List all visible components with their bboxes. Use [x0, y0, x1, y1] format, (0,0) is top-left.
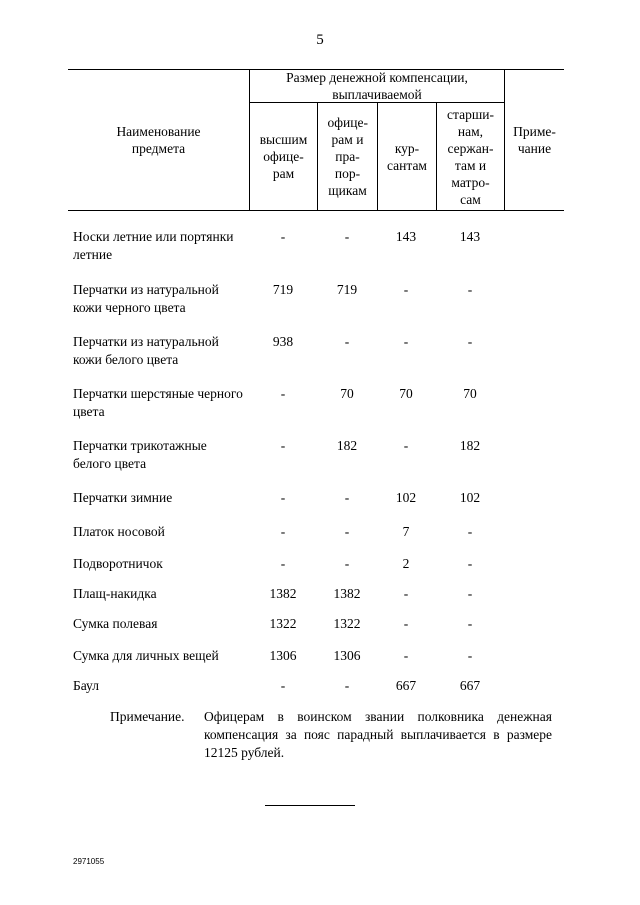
header-senior-officers: высшим офице-рам — [259, 132, 308, 181]
table-cell: - — [467, 648, 473, 663]
table-row-name: Сумка полевая — [73, 616, 158, 631]
table-cell: 667 — [395, 678, 417, 693]
table-cell: - — [280, 524, 286, 539]
table-row-name: Перчатки зимние — [73, 490, 173, 505]
table-cell: - — [344, 678, 350, 693]
table-cell: - — [344, 556, 350, 571]
table-cell: 182 — [336, 438, 358, 453]
table-cell: - — [280, 556, 286, 571]
table-cell: - — [403, 586, 409, 601]
table-cell: 719 — [272, 282, 294, 297]
table-cell: 70 — [399, 386, 413, 401]
table-row-name: Плащ-накидка — [73, 586, 157, 601]
table-cell: 1382 — [333, 586, 361, 601]
header-group-text: Размер денежной компенсации, выплачиваемой — [286, 70, 468, 102]
table-row-name: Носки летние или портянки летние — [73, 229, 234, 262]
header-officers-warrant: офице-рам и пра-пор-щикам — [327, 115, 368, 198]
table-cell: 70 — [340, 386, 354, 401]
table-cell: - — [280, 438, 286, 453]
document-code: 2971055 — [73, 857, 105, 866]
table-row-name: Перчатки из натуральной кожи белого цвета — [73, 334, 219, 367]
table-cell: - — [403, 616, 409, 631]
table-row-name: Платок носовой — [73, 524, 165, 539]
table-cell: 1322 — [269, 616, 297, 631]
table-cell: 182 — [459, 438, 481, 453]
table-cell: - — [280, 386, 286, 401]
header-cadets: кур-сантам — [387, 140, 427, 173]
header-item-name-text: Наименование предмета — [116, 124, 201, 156]
table-row-name: Сумка для личных вещей — [73, 648, 219, 663]
table-cell: 938 — [272, 334, 294, 349]
table-cell: - — [344, 490, 350, 505]
table-cell: - — [467, 556, 473, 571]
header-sergeants-sailors: старши-нам, сержан-там и матро-сам — [447, 106, 494, 207]
table-row-name: Перчатки из натуральной кожи черного цвета — [73, 282, 219, 315]
table-cell: 70 — [463, 386, 477, 401]
table-cell: - — [403, 648, 409, 663]
footnote-text: Офицерам в воинском звании полковника денежная компенсация за пояс парадный выплачивается в размере 12125 рублей. — [204, 709, 552, 760]
table-cell: - — [403, 438, 409, 453]
table-cell: 1306 — [333, 648, 361, 663]
bottom-separator — [265, 805, 355, 806]
table-cell: 102 — [395, 490, 417, 505]
footnote-label: Примечание. — [110, 709, 185, 724]
table-cell: 143 — [459, 229, 481, 244]
table-cell: - — [467, 524, 473, 539]
page-number: 5 — [316, 32, 324, 48]
table-cell: - — [467, 282, 473, 297]
table-cell: 7 — [402, 524, 410, 539]
table-row-name: Перчатки трикотажные белого цвета — [73, 438, 207, 471]
table-cell: 2 — [402, 556, 410, 571]
table-cell: - — [280, 229, 286, 244]
table-header-bottom-rule — [68, 210, 564, 211]
table-cell: 667 — [459, 678, 481, 693]
table-cell: - — [467, 334, 473, 349]
table-cell: - — [344, 334, 350, 349]
table-row-name: Подворотничок — [73, 556, 163, 571]
table-cell: - — [344, 524, 350, 539]
table-cell: - — [467, 586, 473, 601]
table-cell: 1322 — [333, 616, 361, 631]
header-item-name — [68, 70, 249, 210]
table-cell: - — [280, 678, 286, 693]
table-cell: 102 — [459, 490, 481, 505]
table-cell: 1306 — [269, 648, 297, 663]
header-note: Приме-чание — [513, 124, 556, 156]
table-cell: - — [403, 334, 409, 349]
header-compensation-group — [250, 70, 504, 102]
table-cell: 1382 — [269, 586, 297, 601]
table-row-name: Перчатки шерстяные черного цвета — [73, 386, 243, 419]
table-cell: - — [403, 282, 409, 297]
table-cell: - — [344, 229, 350, 244]
table-cell: 719 — [336, 282, 358, 297]
table-cell: - — [467, 616, 473, 631]
table-row-name: Баул — [73, 678, 99, 693]
table-cell: - — [280, 490, 286, 505]
table-cell: 143 — [395, 229, 417, 244]
